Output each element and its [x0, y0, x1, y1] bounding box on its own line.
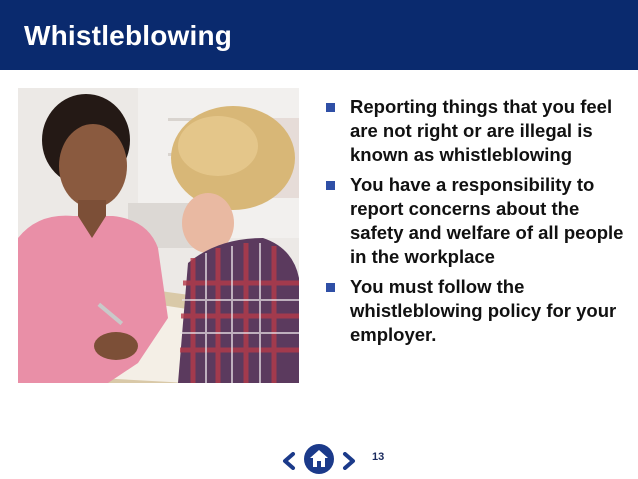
title-bar [0, 0, 638, 70]
slide-title: Whistleblowing [24, 20, 233, 51]
square-bullet-icon [326, 283, 335, 292]
bullet-text: You must follow the whistleblowing policy for your employer. [350, 276, 617, 345]
square-bullet-icon [326, 181, 335, 190]
counselling-photo [18, 88, 299, 383]
bullet-item [324, 95, 624, 167]
bullet-item [324, 275, 624, 347]
chevron-left-icon[interactable] [281, 452, 297, 470]
chevron-right-icon[interactable] [341, 452, 357, 470]
square-bullet-icon [326, 103, 335, 112]
bullet-list [324, 95, 624, 353]
page-number: 13 [372, 451, 385, 463]
slide-navigation [281, 443, 357, 477]
bullet-text: Reporting things that you feel are not right or are illegal is known as whistleblowing [350, 96, 613, 165]
bullet-text: You have a responsibility to report concerns about the safety and welfare of all people in the workplace [350, 174, 624, 267]
photo-illustration [18, 88, 299, 383]
bullet-item [324, 173, 624, 269]
home-icon[interactable] [303, 443, 335, 475]
